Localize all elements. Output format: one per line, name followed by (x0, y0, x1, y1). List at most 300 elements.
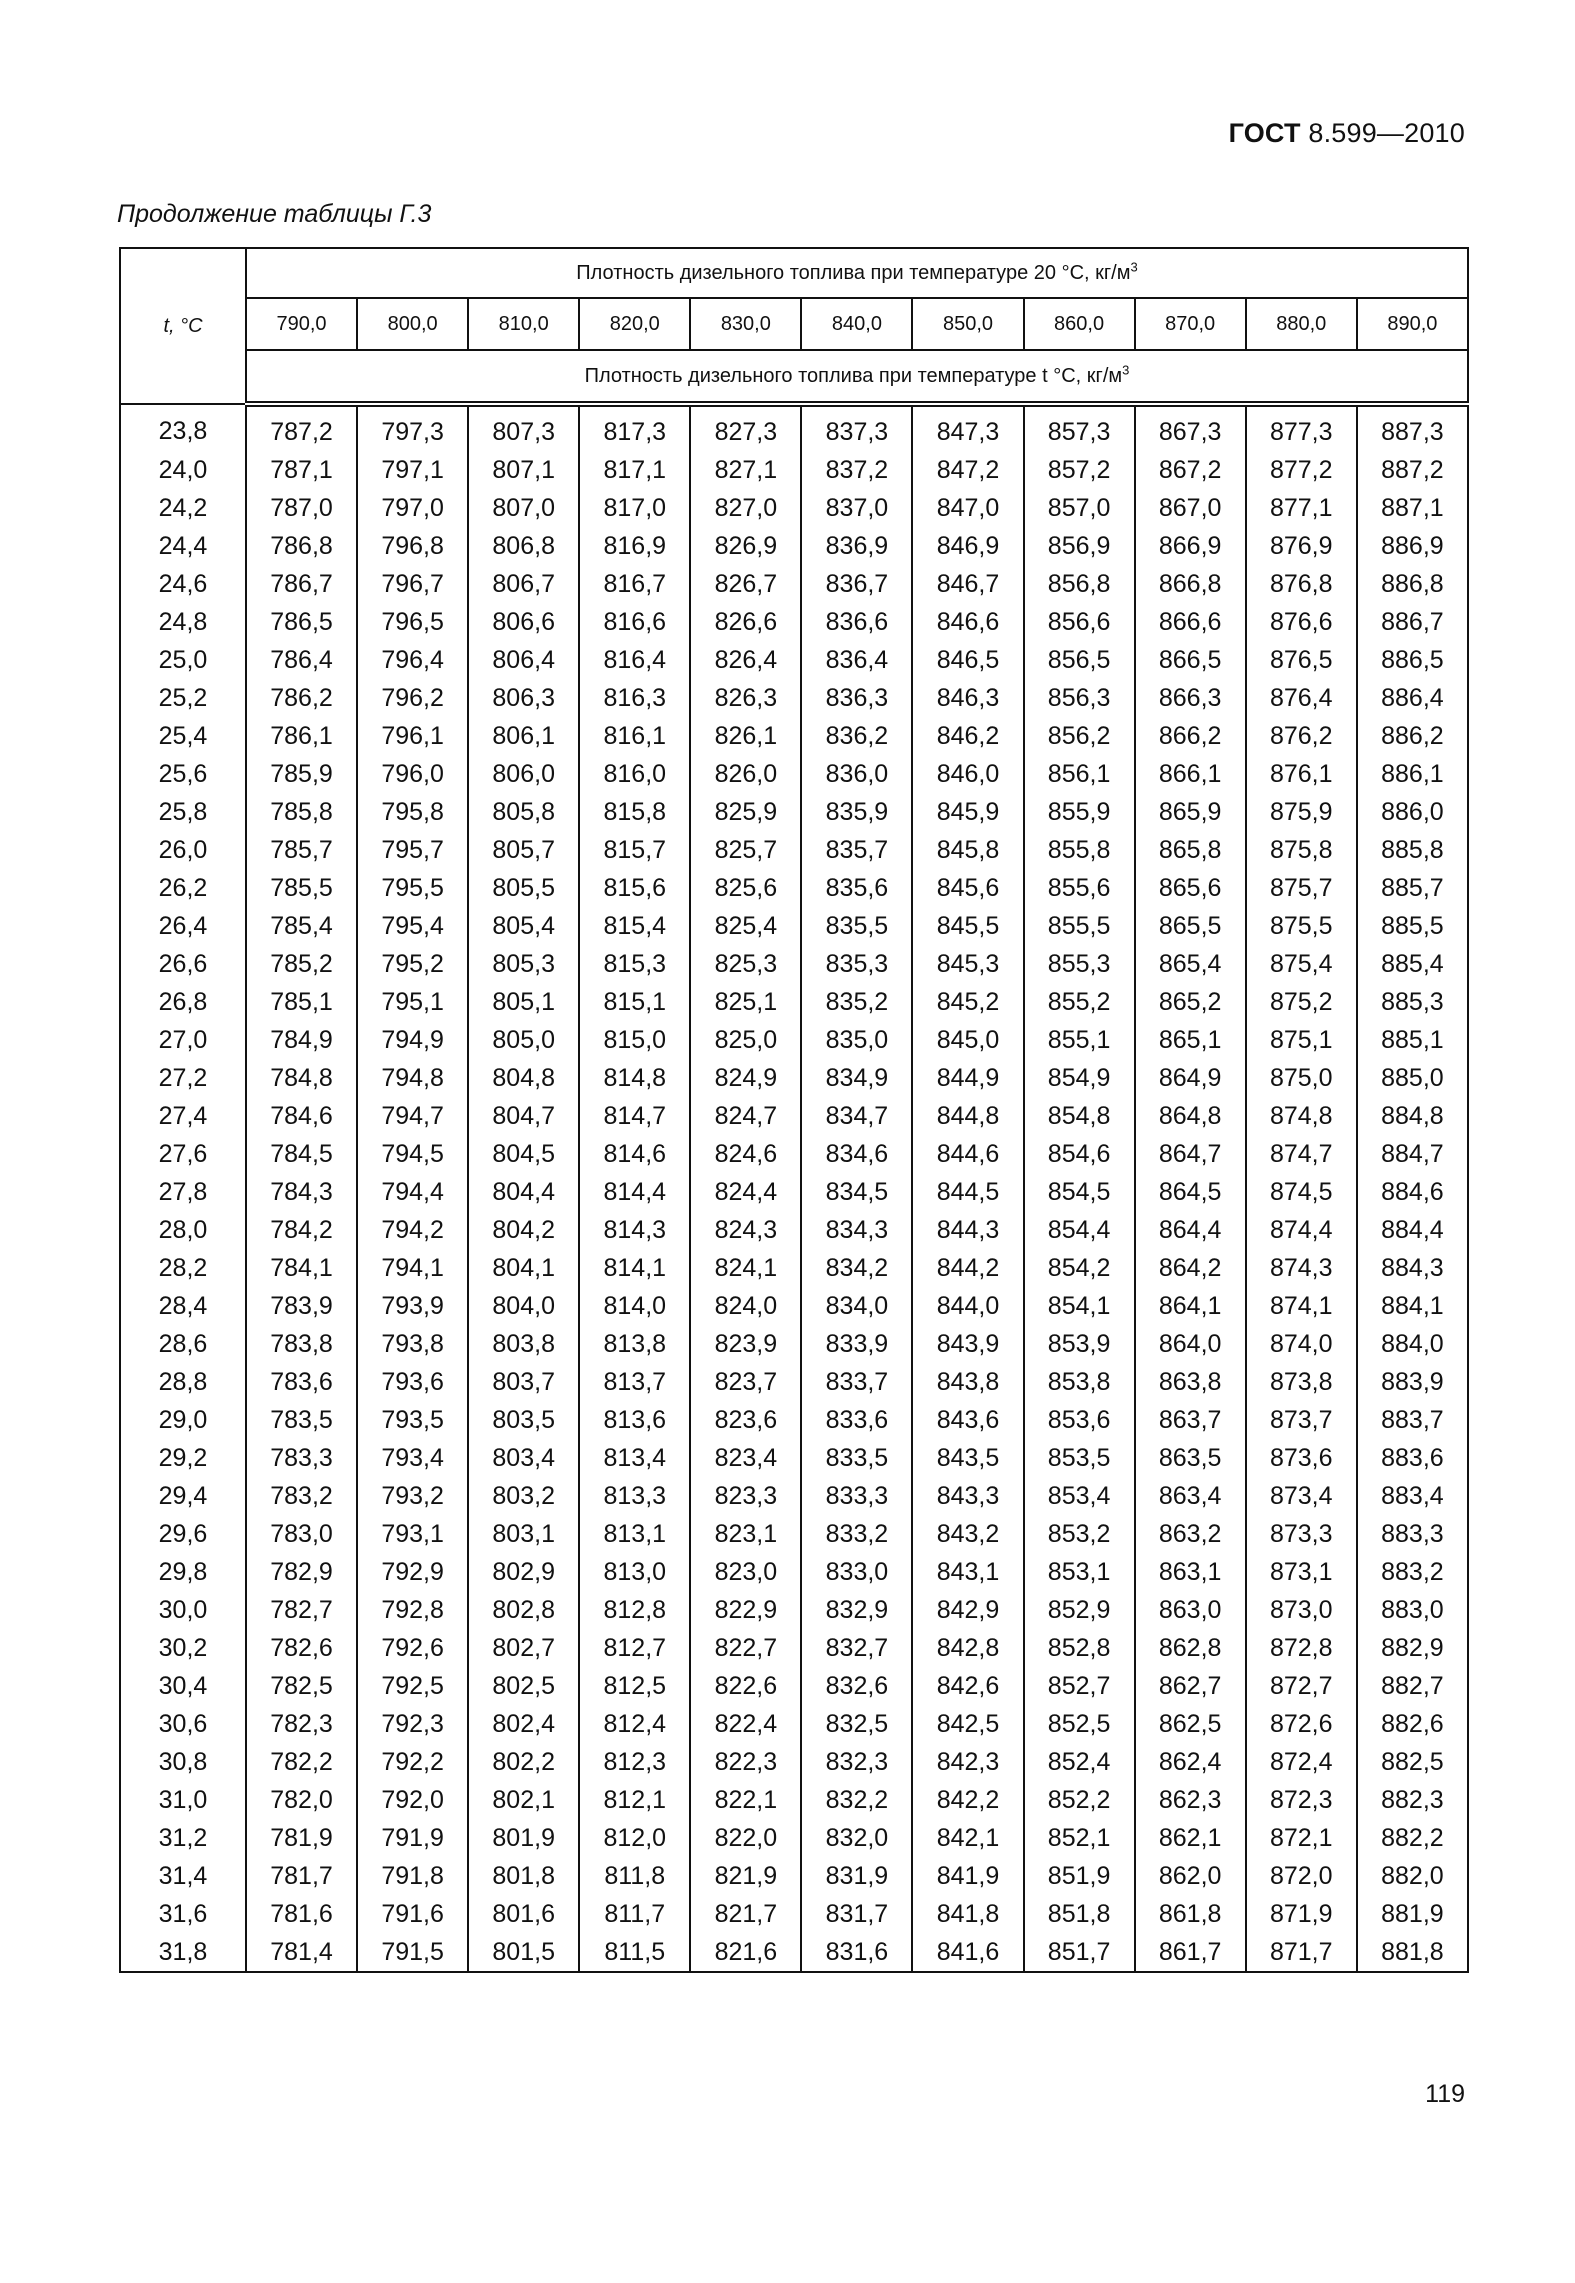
density-cell: 792,6 (357, 1629, 468, 1667)
table-row (120, 1933, 1468, 1972)
density-cell: 813,0 (579, 1553, 690, 1591)
density-cell: 796,1 (357, 717, 468, 755)
density-cell: 844,6 (912, 1135, 1023, 1173)
density-cell: 825,7 (690, 831, 801, 869)
density-cell: 836,4 (801, 641, 912, 679)
density-cell: 785,5 (246, 869, 357, 907)
density-cell: 822,3 (690, 1743, 801, 1781)
density-cell: 847,3 (912, 404, 1023, 451)
density-cell: 843,9 (912, 1325, 1023, 1363)
density-cell: 865,1 (1135, 1021, 1246, 1059)
density-cell: 796,4 (357, 641, 468, 679)
density-cell: 874,4 (1246, 1211, 1357, 1249)
temperature-cell: 31,6 (120, 1895, 246, 1933)
density-cell: 884,3 (1357, 1249, 1468, 1287)
density-cell: 854,2 (1024, 1249, 1135, 1287)
temperature-cell: 31,4 (120, 1857, 246, 1895)
density-cell: 884,1 (1357, 1287, 1468, 1325)
table-row (120, 793, 1468, 831)
density-cell: 825,9 (690, 793, 801, 831)
density-cell: 882,3 (1357, 1781, 1468, 1819)
density-cell: 784,1 (246, 1249, 357, 1287)
density-cell: 852,2 (1024, 1781, 1135, 1819)
density-cell: 825,6 (690, 869, 801, 907)
density-cell: 845,6 (912, 869, 1023, 907)
density-cell: 854,5 (1024, 1173, 1135, 1211)
density-cell: 833,3 (801, 1477, 912, 1515)
density-cell: 837,3 (801, 404, 912, 451)
density-cell: 795,5 (357, 869, 468, 907)
density-cell: 875,7 (1246, 869, 1357, 907)
density-cell: 795,4 (357, 907, 468, 945)
density-cell: 813,6 (579, 1401, 690, 1439)
density-cell: 886,4 (1357, 679, 1468, 717)
density-column-header: 840,0 (801, 298, 912, 350)
density-cell: 802,9 (468, 1553, 579, 1591)
density-cell: 781,6 (246, 1895, 357, 1933)
density-cell: 865,5 (1135, 907, 1246, 945)
density-cell: 843,3 (912, 1477, 1023, 1515)
density-cell: 802,4 (468, 1705, 579, 1743)
density-cell: 873,1 (1246, 1553, 1357, 1591)
table-row (120, 1819, 1468, 1857)
density-cell: 786,2 (246, 679, 357, 717)
density-cell: 836,0 (801, 755, 912, 793)
density-cell: 843,6 (912, 1401, 1023, 1439)
density-cell: 887,2 (1357, 451, 1468, 489)
density-cell: 794,8 (357, 1059, 468, 1097)
density-cell: 833,6 (801, 1401, 912, 1439)
density-cell: 814,0 (579, 1287, 690, 1325)
density-cell: 813,8 (579, 1325, 690, 1363)
density-t-header: Плотность дизельного топлива при температуре t °C, $кг/м^3$ (246, 350, 1468, 404)
density-cell: 856,5 (1024, 641, 1135, 679)
density-cell: 812,7 (579, 1629, 690, 1667)
temperature-cell: 26,8 (120, 983, 246, 1021)
density-cell: 841,6 (912, 1933, 1023, 1972)
density-cell: 841,9 (912, 1857, 1023, 1895)
density-cell: 867,0 (1135, 489, 1246, 527)
density-cell: 814,1 (579, 1249, 690, 1287)
density-cell: 793,4 (357, 1439, 468, 1477)
density-cell: 801,6 (468, 1895, 579, 1933)
density-cell: 843,2 (912, 1515, 1023, 1553)
density-cell: 843,1 (912, 1553, 1023, 1591)
density-column-header: 790,0 (246, 298, 357, 350)
density-cell: 824,9 (690, 1059, 801, 1097)
page-number: 119 (1425, 2080, 1465, 2108)
temperature-cell: 30,2 (120, 1629, 246, 1667)
temperature-cell: 25,4 (120, 717, 246, 755)
density-cell: 875,5 (1246, 907, 1357, 945)
density-cell: 793,2 (357, 1477, 468, 1515)
density-cell: 804,7 (468, 1097, 579, 1135)
density-cell: 882,7 (1357, 1667, 1468, 1705)
density-cell: 785,2 (246, 945, 357, 983)
density-cell: 865,6 (1135, 869, 1246, 907)
density-cell: 851,8 (1024, 1895, 1135, 1933)
density-cell: 792,9 (357, 1553, 468, 1591)
density-cell: 872,0 (1246, 1857, 1357, 1895)
temperature-cell: 27,6 (120, 1135, 246, 1173)
table-row (120, 831, 1468, 869)
density-cell: 794,2 (357, 1211, 468, 1249)
density-cell: 883,3 (1357, 1515, 1468, 1553)
density-cell: 783,2 (246, 1477, 357, 1515)
density-cell: 842,3 (912, 1743, 1023, 1781)
density-cell: 824,7 (690, 1097, 801, 1135)
density-cell: 864,4 (1135, 1211, 1246, 1249)
temperature-cell: 30,0 (120, 1591, 246, 1629)
density-cell: 803,4 (468, 1439, 579, 1477)
density-cell: 793,5 (357, 1401, 468, 1439)
density-20c-header: Плотность дизельного топлива при температуре 20 °C, $кг/м^3$ (246, 248, 1468, 298)
temperature-cell: 26,4 (120, 907, 246, 945)
density-cell: 827,3 (690, 404, 801, 451)
density-cell: 801,9 (468, 1819, 579, 1857)
temperature-column-header: t, °C (120, 248, 246, 404)
density-cell: 823,9 (690, 1325, 801, 1363)
density-cell: 852,1 (1024, 1819, 1135, 1857)
density-cell: 791,8 (357, 1857, 468, 1895)
density-cell: 852,4 (1024, 1743, 1135, 1781)
density-cell: 792,5 (357, 1667, 468, 1705)
density-cell: 823,3 (690, 1477, 801, 1515)
density-cell: 814,4 (579, 1173, 690, 1211)
density-cell: 791,9 (357, 1819, 468, 1857)
document-header (1229, 118, 1465, 149)
density-cell: 843,5 (912, 1439, 1023, 1477)
table-row (120, 1097, 1468, 1135)
density-cell: 866,5 (1135, 641, 1246, 679)
density-cell: 817,0 (579, 489, 690, 527)
density-cell: 794,9 (357, 1021, 468, 1059)
density-cell: 821,9 (690, 1857, 801, 1895)
density-cell: 842,6 (912, 1667, 1023, 1705)
density-cell: 853,6 (1024, 1401, 1135, 1439)
density-cell: 864,8 (1135, 1097, 1246, 1135)
density-cell: 831,6 (801, 1933, 912, 1972)
density-cell: 842,2 (912, 1781, 1023, 1819)
density-cell: 783,3 (246, 1439, 357, 1477)
density-cell: 866,2 (1135, 717, 1246, 755)
density-cell: 782,2 (246, 1743, 357, 1781)
density-cell: 795,8 (357, 793, 468, 831)
density-cell: 855,2 (1024, 983, 1135, 1021)
density-cell: 785,7 (246, 831, 357, 869)
density-cell: 784,9 (246, 1021, 357, 1059)
density-cell: 846,9 (912, 527, 1023, 565)
density-cell: 846,0 (912, 755, 1023, 793)
table-row (120, 1135, 1468, 1173)
table-row (120, 1857, 1468, 1895)
temperature-cell: 30,4 (120, 1667, 246, 1705)
density-cell: 873,8 (1246, 1363, 1357, 1401)
density-cell: 811,5 (579, 1933, 690, 1972)
density-cell: 816,0 (579, 755, 690, 793)
density-cell: 812,1 (579, 1781, 690, 1819)
density-cell: 862,8 (1135, 1629, 1246, 1667)
density-cell: 836,3 (801, 679, 912, 717)
density-cell: 804,8 (468, 1059, 579, 1097)
density-cell: 852,7 (1024, 1667, 1135, 1705)
density-cell: 845,5 (912, 907, 1023, 945)
density-cell: 782,3 (246, 1705, 357, 1743)
table-row (120, 1249, 1468, 1287)
temperature-cell: 28,2 (120, 1249, 246, 1287)
density-cell: 825,3 (690, 945, 801, 983)
density-cell: 782,6 (246, 1629, 357, 1667)
density-cell: 836,9 (801, 527, 912, 565)
density-cell: 797,0 (357, 489, 468, 527)
table-row (120, 945, 1468, 983)
density-cell: 821,6 (690, 1933, 801, 1972)
density-cell: 864,2 (1135, 1249, 1246, 1287)
density-cell: 834,7 (801, 1097, 912, 1135)
density-cell: 876,6 (1246, 603, 1357, 641)
density-cell: 875,0 (1246, 1059, 1357, 1097)
density-cell: 797,3 (357, 404, 468, 451)
table-row (120, 1705, 1468, 1743)
density-cell: 823,4 (690, 1439, 801, 1477)
density-cell: 815,4 (579, 907, 690, 945)
density-cell: 884,7 (1357, 1135, 1468, 1173)
density-cell: 826,6 (690, 603, 801, 641)
density-cell: 872,1 (1246, 1819, 1357, 1857)
density-cell: 872,4 (1246, 1743, 1357, 1781)
density-cell: 794,5 (357, 1135, 468, 1173)
density-cell: 844,3 (912, 1211, 1023, 1249)
density-cell: 785,1 (246, 983, 357, 1021)
density-cell: 823,7 (690, 1363, 801, 1401)
density-cell: 832,2 (801, 1781, 912, 1819)
density-cell: 876,2 (1246, 717, 1357, 755)
density-cell: 875,2 (1246, 983, 1357, 1021)
density-cell: 882,0 (1357, 1857, 1468, 1895)
density-cell: 786,8 (246, 527, 357, 565)
density-cell: 805,4 (468, 907, 579, 945)
density-cell: 846,2 (912, 717, 1023, 755)
density-cell: 783,8 (246, 1325, 357, 1363)
density-cell: 811,7 (579, 1895, 690, 1933)
density-cell: 866,1 (1135, 755, 1246, 793)
temperature-cell: 27,4 (120, 1097, 246, 1135)
density-cell: 875,4 (1246, 945, 1357, 983)
density-cell: 804,1 (468, 1249, 579, 1287)
density-cell: 842,9 (912, 1591, 1023, 1629)
density-cell: 795,7 (357, 831, 468, 869)
density-cell: 816,1 (579, 717, 690, 755)
density-cell: 856,3 (1024, 679, 1135, 717)
density-cell: 883,6 (1357, 1439, 1468, 1477)
table-row (120, 1211, 1468, 1249)
density-cell: 886,9 (1357, 527, 1468, 565)
density-cell: 813,4 (579, 1439, 690, 1477)
density-cell: 857,2 (1024, 451, 1135, 489)
density-cell: 796,2 (357, 679, 468, 717)
density-cell: 796,8 (357, 527, 468, 565)
density-cell: 796,7 (357, 565, 468, 603)
density-column-header: 810,0 (468, 298, 579, 350)
table-row (120, 1287, 1468, 1325)
density-cell: 873,7 (1246, 1401, 1357, 1439)
density-cell: 822,9 (690, 1591, 801, 1629)
density-cell: 866,9 (1135, 527, 1246, 565)
density-cell: 824,6 (690, 1135, 801, 1173)
density-cell: 863,4 (1135, 1477, 1246, 1515)
density-cell: 884,6 (1357, 1173, 1468, 1211)
density-cell: 826,0 (690, 755, 801, 793)
density-column-header: 850,0 (912, 298, 1023, 350)
density-cell: 855,5 (1024, 907, 1135, 945)
table-row (120, 1173, 1468, 1211)
density-column-header: 870,0 (1135, 298, 1246, 350)
density-cell: 865,2 (1135, 983, 1246, 1021)
density-cell: 806,4 (468, 641, 579, 679)
density-cell: 833,0 (801, 1553, 912, 1591)
density-cell: 857,3 (1024, 404, 1135, 451)
temperature-cell: 24,2 (120, 489, 246, 527)
density-cell: 825,0 (690, 1021, 801, 1059)
density-cell: 834,6 (801, 1135, 912, 1173)
density-cell: 863,1 (1135, 1553, 1246, 1591)
density-cell: 867,2 (1135, 451, 1246, 489)
density-cell: 835,6 (801, 869, 912, 907)
density-cell: 863,5 (1135, 1439, 1246, 1477)
density-cell: 862,5 (1135, 1705, 1246, 1743)
density-cell: 856,1 (1024, 755, 1135, 793)
density-cell: 823,1 (690, 1515, 801, 1553)
density-cell: 782,7 (246, 1591, 357, 1629)
density-cell: 886,0 (1357, 793, 1468, 831)
density-cell: 812,5 (579, 1667, 690, 1705)
density-cell: 786,7 (246, 565, 357, 603)
table-row (120, 1895, 1468, 1933)
density-cell: 875,8 (1246, 831, 1357, 869)
density-cell: 881,8 (1357, 1933, 1468, 1972)
density-cell: 834,3 (801, 1211, 912, 1249)
density-cell: 865,4 (1135, 945, 1246, 983)
density-cell: 784,3 (246, 1173, 357, 1211)
density-cell: 783,0 (246, 1515, 357, 1553)
table-row (120, 907, 1468, 945)
density-cell: 846,5 (912, 641, 1023, 679)
density-column-header: 880,0 (1246, 298, 1357, 350)
density-cell: 844,5 (912, 1173, 1023, 1211)
density-cell: 842,1 (912, 1819, 1023, 1857)
density-cell: 835,3 (801, 945, 912, 983)
density-cell: 782,9 (246, 1553, 357, 1591)
table-row (120, 641, 1468, 679)
table-caption: Продолжение таблицы Г.3 (117, 200, 432, 228)
density-cell: 834,2 (801, 1249, 912, 1287)
density-cell: 864,1 (1135, 1287, 1246, 1325)
density-cell: 817,3 (579, 404, 690, 451)
density-cell: 826,7 (690, 565, 801, 603)
density-cell: 886,5 (1357, 641, 1468, 679)
density-cell: 802,5 (468, 1667, 579, 1705)
density-cell: 836,2 (801, 717, 912, 755)
density-cell: 863,0 (1135, 1591, 1246, 1629)
density-cell: 875,9 (1246, 793, 1357, 831)
density-cell: 806,0 (468, 755, 579, 793)
density-cell: 856,8 (1024, 565, 1135, 603)
density-cell: 841,8 (912, 1895, 1023, 1933)
density-cell: 874,7 (1246, 1135, 1357, 1173)
table-row (120, 451, 1468, 489)
temperature-cell: 31,0 (120, 1781, 246, 1819)
density-cell: 803,1 (468, 1515, 579, 1553)
density-cell: 815,7 (579, 831, 690, 869)
density-cell: 802,1 (468, 1781, 579, 1819)
density-cell: 816,9 (579, 527, 690, 565)
density-cell: 856,9 (1024, 527, 1135, 565)
density-cell: 822,1 (690, 1781, 801, 1819)
density-cell: 821,7 (690, 1895, 801, 1933)
temperature-cell: 23,8 (120, 404, 246, 451)
density-cell: 875,1 (1246, 1021, 1357, 1059)
density-cell: 806,3 (468, 679, 579, 717)
density-cell: 787,0 (246, 489, 357, 527)
density-cell: 832,5 (801, 1705, 912, 1743)
table-row (120, 755, 1468, 793)
density-cell: 783,5 (246, 1401, 357, 1439)
density-cell: 852,8 (1024, 1629, 1135, 1667)
density-cell: 844,8 (912, 1097, 1023, 1135)
density-cell: 887,1 (1357, 489, 1468, 527)
density-cell: 846,7 (912, 565, 1023, 603)
density-cell: 855,9 (1024, 793, 1135, 831)
density-cell: 816,7 (579, 565, 690, 603)
density-cell: 854,6 (1024, 1135, 1135, 1173)
density-cell: 884,4 (1357, 1211, 1468, 1249)
density-cell: 785,4 (246, 907, 357, 945)
density-cell: 781,4 (246, 1933, 357, 1972)
density-cell: 784,6 (246, 1097, 357, 1135)
density-cell: 835,0 (801, 1021, 912, 1059)
density-cell: 847,2 (912, 451, 1023, 489)
density-cell: 873,6 (1246, 1439, 1357, 1477)
density-cell: 886,8 (1357, 565, 1468, 603)
density-cell: 836,7 (801, 565, 912, 603)
density-cell: 784,5 (246, 1135, 357, 1173)
table-row (120, 1059, 1468, 1097)
temperature-cell: 26,6 (120, 945, 246, 983)
density-cell: 822,6 (690, 1667, 801, 1705)
density-cell: 884,8 (1357, 1097, 1468, 1135)
density-cell: 851,7 (1024, 1933, 1135, 1972)
temperature-cell: 27,2 (120, 1059, 246, 1097)
density-cell: 823,6 (690, 1401, 801, 1439)
table-row (120, 603, 1468, 641)
density-column-header: 800,0 (357, 298, 468, 350)
density-cell: 823,0 (690, 1553, 801, 1591)
density-cell: 877,1 (1246, 489, 1357, 527)
density-cell: 807,0 (468, 489, 579, 527)
density-cell: 815,3 (579, 945, 690, 983)
density-cell: 824,4 (690, 1173, 801, 1211)
density-cell: 826,3 (690, 679, 801, 717)
density-cell: 806,7 (468, 565, 579, 603)
density-cell: 826,9 (690, 527, 801, 565)
density-cell: 803,5 (468, 1401, 579, 1439)
density-cell: 837,2 (801, 451, 912, 489)
density-cell: 787,2 (246, 404, 357, 451)
density-column-header: 860,0 (1024, 298, 1135, 350)
density-cell: 864,5 (1135, 1173, 1246, 1211)
density-cell: 793,9 (357, 1287, 468, 1325)
density-cell: 883,7 (1357, 1401, 1468, 1439)
